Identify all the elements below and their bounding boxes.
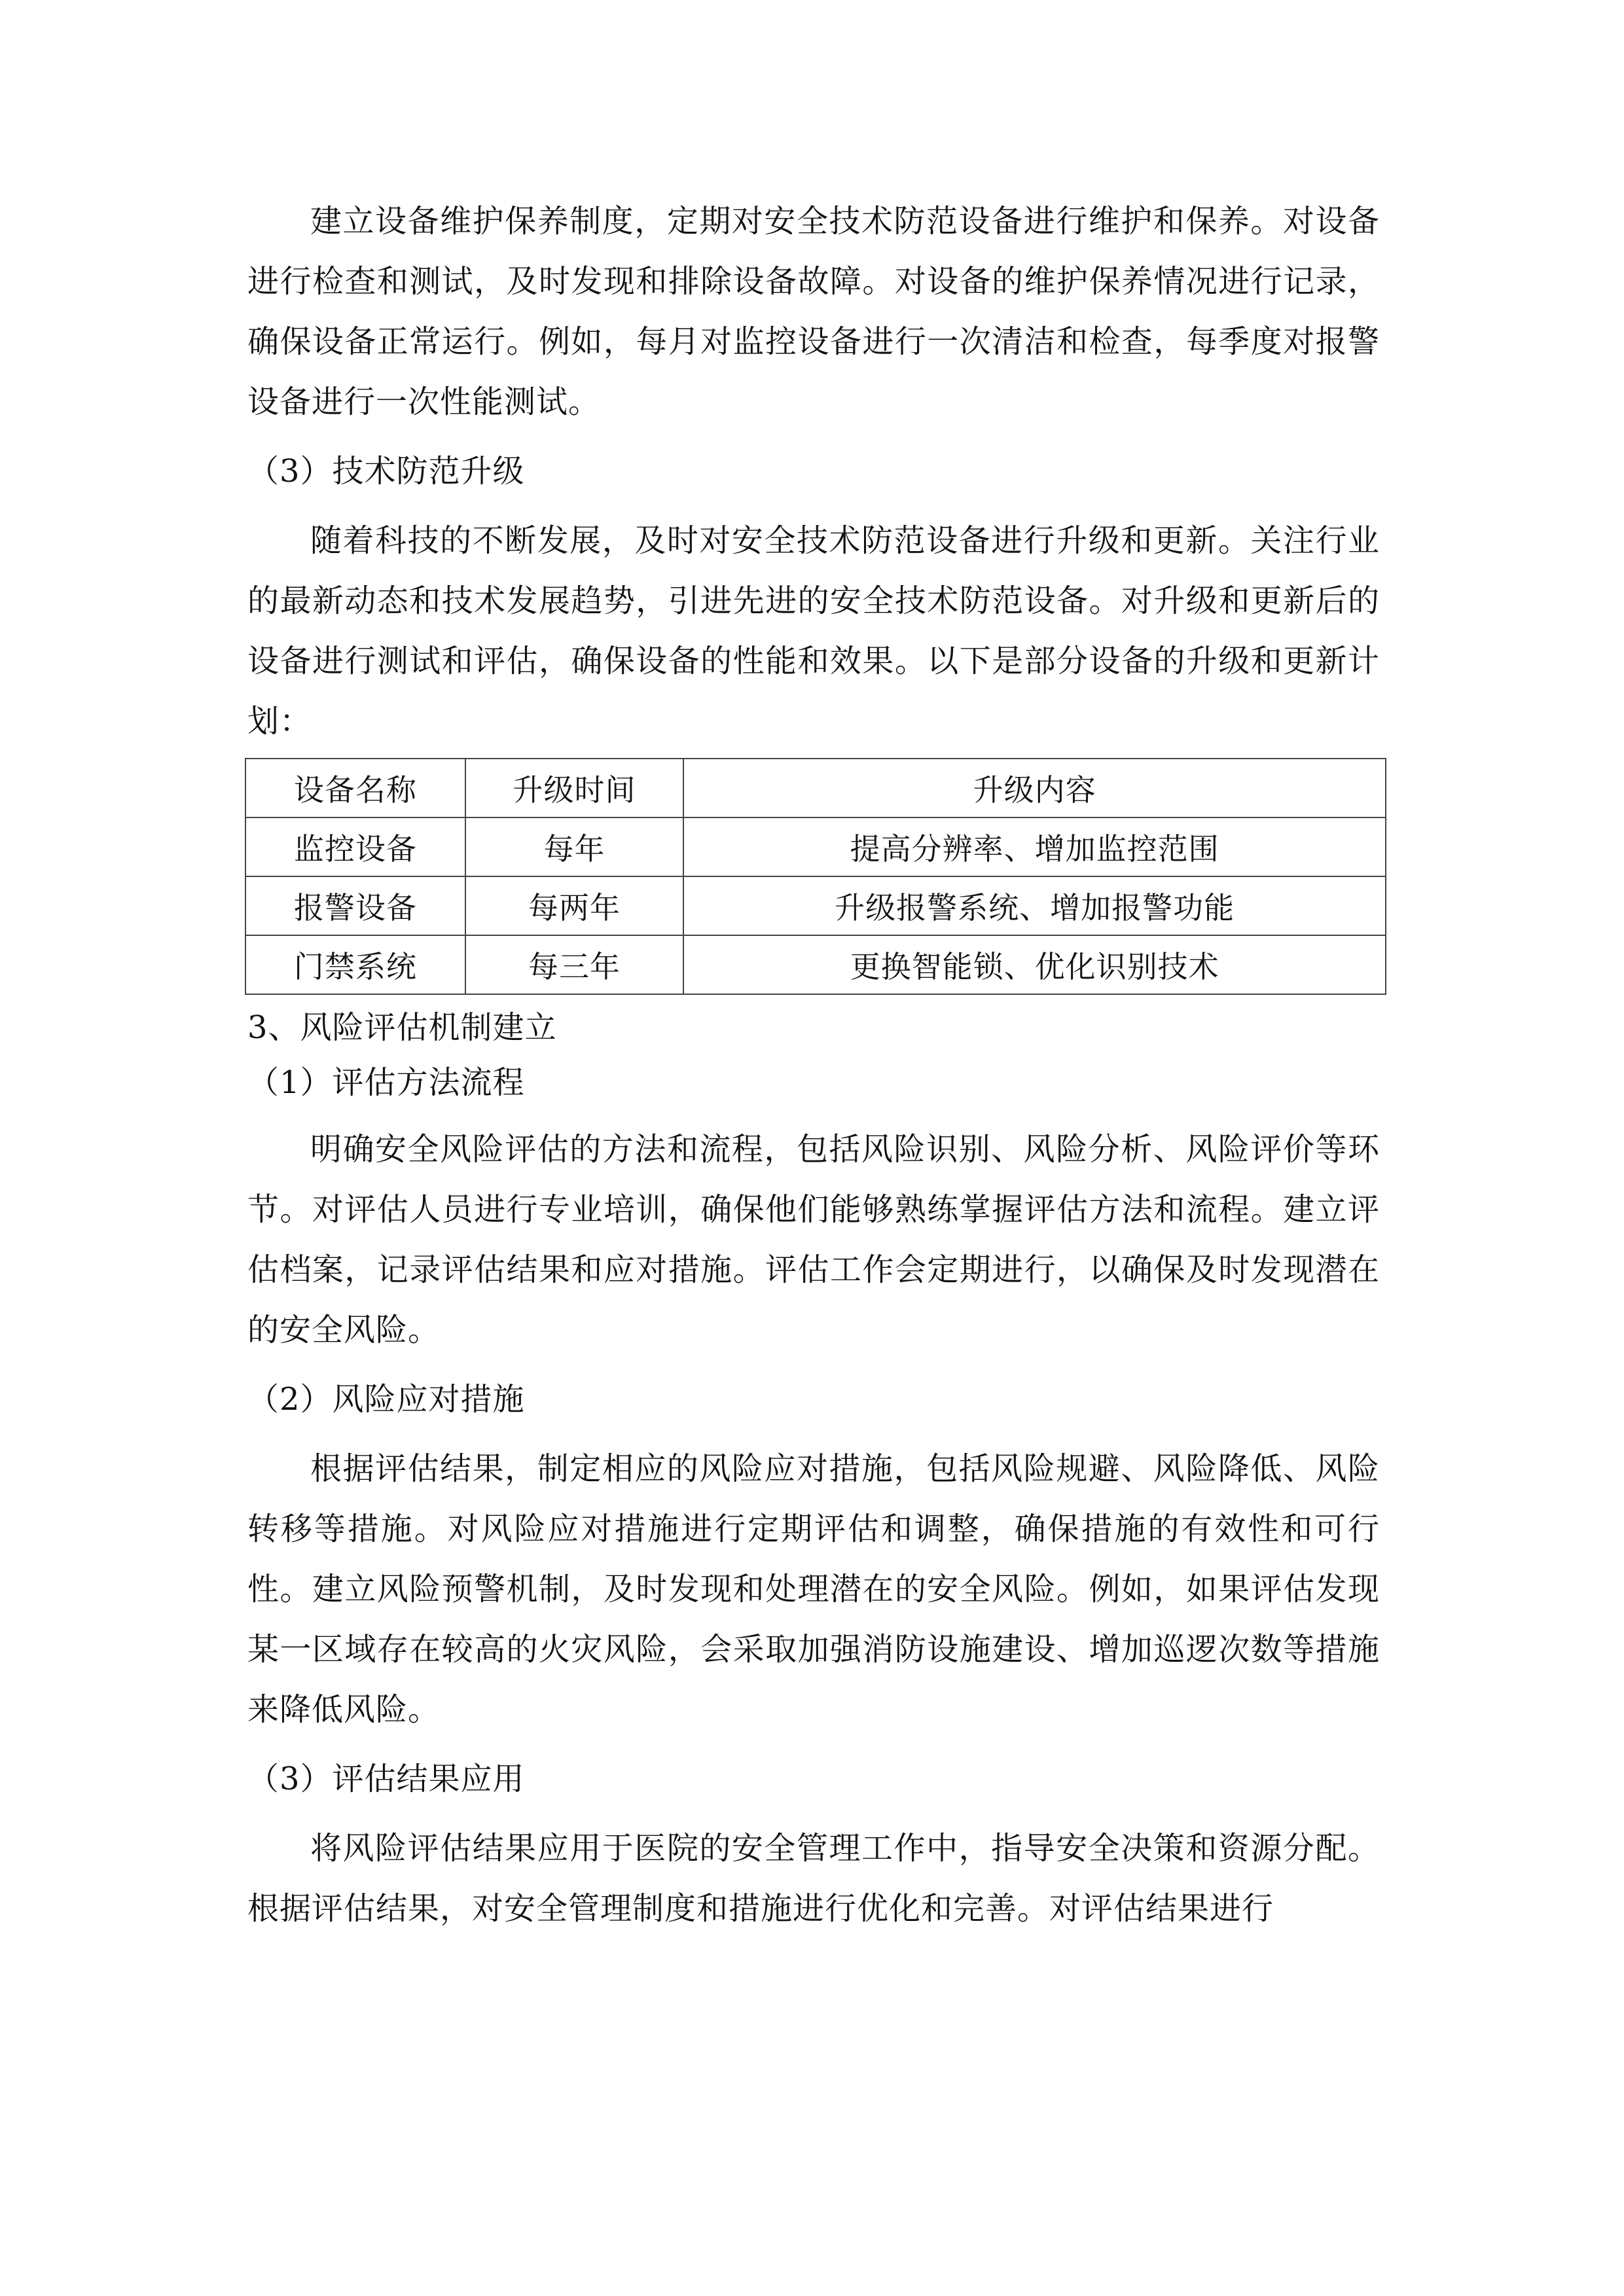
paragraph-risk-measures: 根据评估结果，制定相应的风险应对措施，包括风险规避、风险降低、风险转移等措施。对风险应对措施进行定期评估和调整，确保措施的有效性和可行性。建立风险预警机制，及时发现和处理潜在的安全风险。例如，如果评估发现某一区域存在较高的火灾风险，会采取加强消防设施建设、增加巡逻次数等措施来降低风险。: [247, 1450, 1380, 1728]
table-header-row: [245, 759, 1386, 817]
table-cell: 更换智能锁、优化识别技术: [683, 935, 1386, 994]
table-cell: 每年: [465, 817, 684, 876]
table-cell: 提高分辨率、增加监控范围: [683, 817, 1386, 876]
paragraph-maintenance: 建立设备维护保养制度，定期对安全技术防范设备进行维护和保养。对设备进行检查和测试，及时发现和排除设备故障。对设备的维护保养情况进行记录，确保设备正常运行。例如，每月对监控设备进行一次清洁和检查，每季度对报警设备进行一次性能测试。: [247, 203, 1380, 420]
table-cell: 报警设备: [245, 876, 465, 935]
paragraph-upgrade: 随着科技的不断发展，及时对安全技术防范设备进行升级和更新。关注行业的最新动态和技术发展趋势，引进先进的安全技术防范设备。对升级和更新后的设备进行测试和评估，确保设备的性能和效果。以下是部分设备的升级和更新计划：: [247, 522, 1380, 740]
heading-risk-assessment: 3、风险评估机制建立: [247, 1009, 557, 1046]
paragraph-assessment-method: 明确安全风险评估的方法和流程，包括风险识别、风险分析、风险评价等环节。对评估人员进行专业培训，确保他们能够熟练掌握评估方法和流程。建立评估档案，记录评估结果和应对措施。评估工作会定期进行，以确保及时发现潜在的安全风险。: [247, 1131, 1380, 1348]
table-row: [245, 817, 1386, 876]
table-cell: 升级报警系统、增加报警功能: [683, 876, 1386, 935]
table-header-cell: 设备名称: [245, 759, 465, 817]
page-content: [247, 191, 1380, 1939]
paragraph-result-application: 将风险评估结果应用于医院的安全管理工作中，指导安全决策和资源分配。根据评估结果，对安全管理制度和措施进行优化和完善。对评估结果进行: [247, 1830, 1380, 1927]
heading-result-application: （3）评估结果应用: [247, 1761, 525, 1797]
upgrade-plan-table: [245, 758, 1386, 995]
table-header-cell: 升级内容: [683, 759, 1386, 817]
heading-risk-measures: （2）风险应对措施: [247, 1381, 525, 1418]
table-row: [245, 876, 1386, 935]
table-row: [245, 935, 1386, 994]
table-cell: 每两年: [465, 876, 684, 935]
table-cell: 门禁系统: [245, 935, 465, 994]
heading-tech-upgrade: （3）技术防范升级: [247, 453, 525, 490]
table-cell: 每三年: [465, 935, 684, 994]
heading-assessment-method: （1）评估方法流程: [247, 1064, 525, 1101]
table-cell: 监控设备: [245, 817, 465, 876]
table-header-cell: 升级时间: [465, 759, 684, 817]
